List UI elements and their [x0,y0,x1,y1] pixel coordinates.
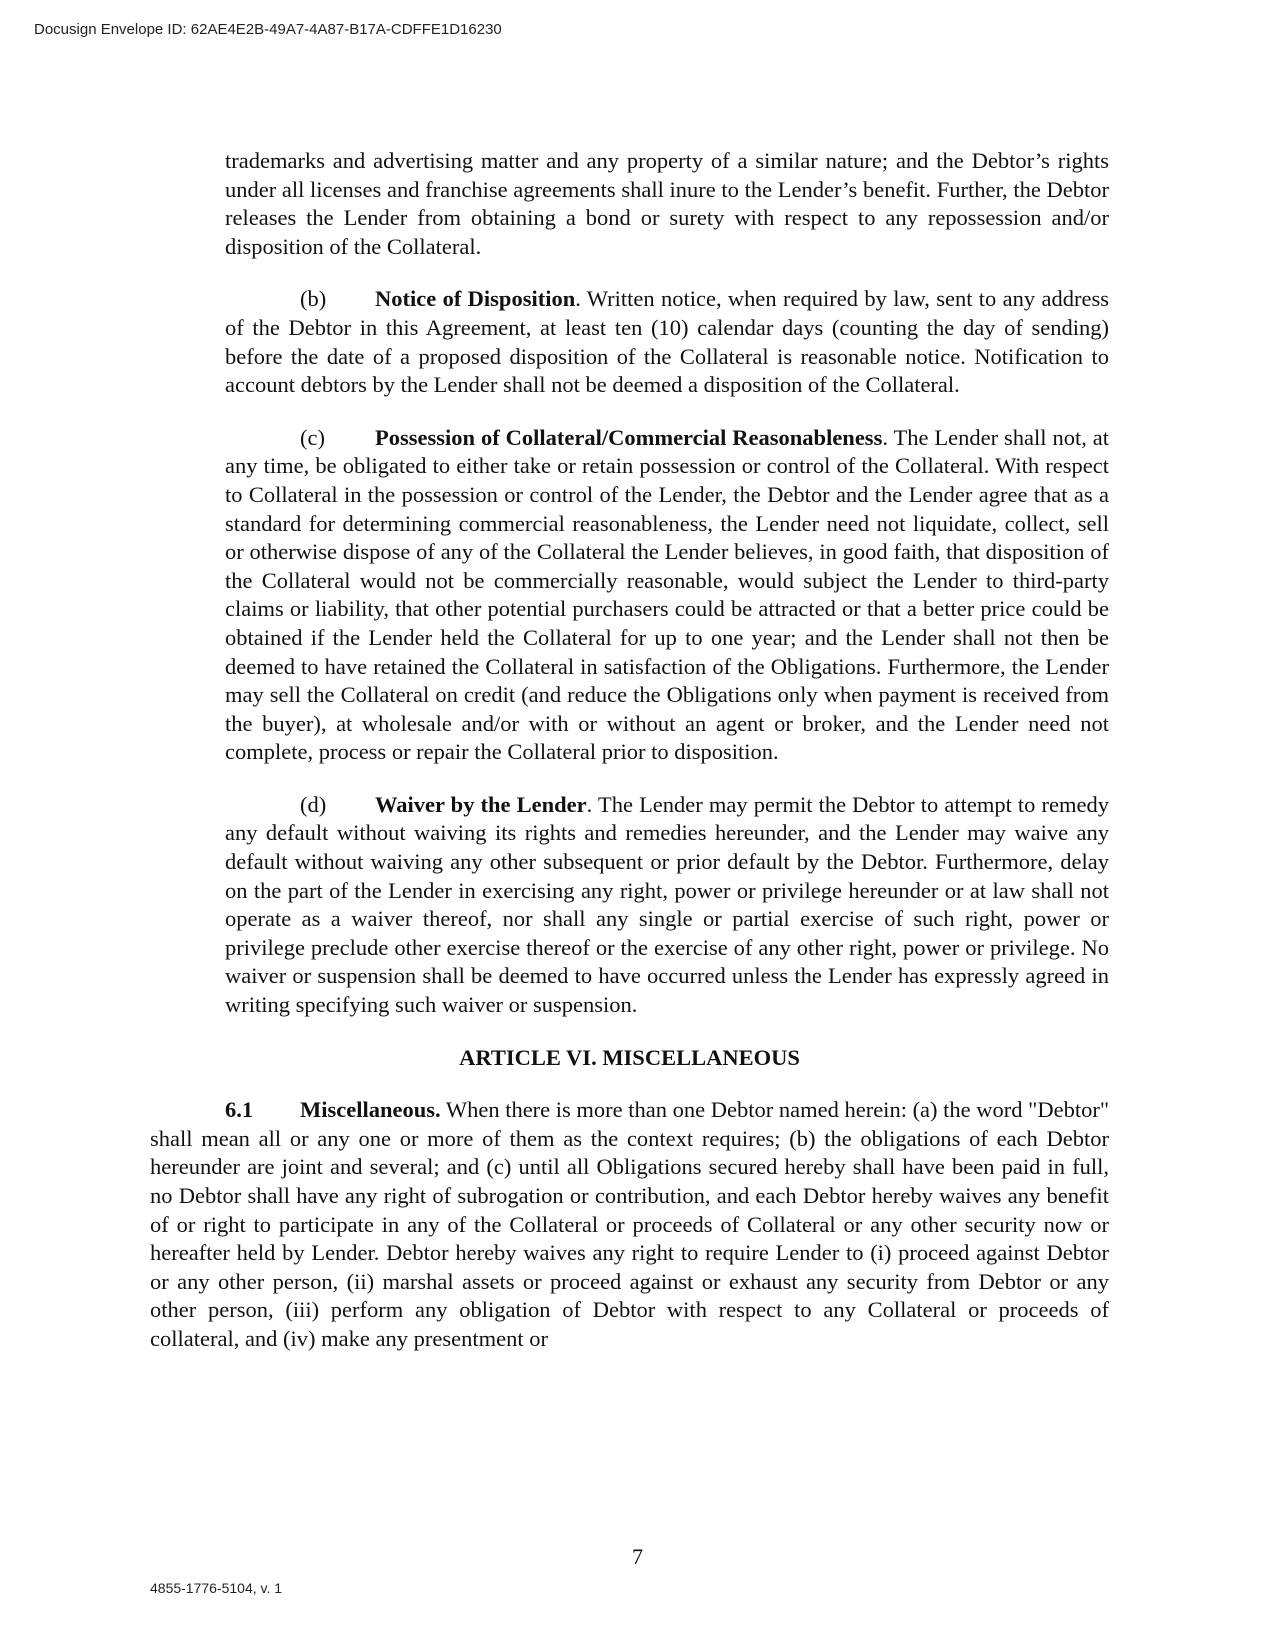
document-body [150,147,1109,1354]
section-d-label: (d) [300,791,327,817]
document-id: 4855-1776-5104, v. 1 [150,1580,283,1596]
section-6-1-heading: Miscellaneous. [300,1097,441,1123]
section-c-paragraph [225,424,1109,767]
page-number: 7 [632,1544,643,1569]
section-b-paragraph [225,285,1109,399]
continuation-text: trademarks and advertising matter and any property of a similar nature; and the Debtor’s rights under all licenses and franchise agreements shall inure to the Lender’s benefit. Further, the Debtor releases the Lender from obtaining a bond or surety with respect to any repossession and/or disposition of the Collateral. [225,148,1109,259]
section-d-text: . The Lender may permit the Debtor to attempt to remedy any default without waiving its rights and remedies hereunder, and the Lender may waive any default without waiving any other subsequent or prior default by the Debtor. Furthermore, delay on the part of the Lender in exercising any right, power or privilege hereunder or at law shall not operate as a waiver thereof, nor shall any single or partial exercise of such right, power or privilege preclude other exercise thereof or the exercise of any other right, power or privilege. No waiver or suspension shall be deemed to have occurred unless the Lender has expressly agreed in writing specifying such waiver or suspension. [225,791,1110,1018]
section-b-heading: Notice of Disposition [375,286,576,312]
section-c-text: . The Lender shall not, at any time, be obligated to either take or retain possession or control of the Collateral. With respect to Collateral in the possession or control of the Lender, the Debtor and the Lender agree that as a standard for determining commercial reasonableness, the Lender need not liquidate, collect, sell or otherwise dispose of any of the Collateral the Lender believes, in good faith, that disposition of the Collateral would not be commercially reasonable, would subject the Lender to third-party claims or liability, that other potential purchasers could be attracted or that a better price could be obtained if the Lender held the Collateral for up to one year; and the Lender shall not then be deemed to have retained the Collateral in satisfaction of the Obligations. Furthermore, the Lender may sell the Collateral on credit (and reduce the Obligations only when payment is received from the buyer), at wholesale and/or with or without an agent or broker, and the Lender need not complete, process or repair the Collateral prior to disposition. [225,424,1109,765]
continuation-paragraph [225,147,1109,261]
section-b-text: . Written notice, when required by law, sent to any address of the Debtor in this Agreement, at least ten (10) calendar days (counting the day of sending) before the date of a proposed disposition of the Collateral is reasonable notice. Notification to account debtors by the Lender shall not be deemed a disposition of the Collateral. [225,286,1109,398]
section-b-label: (b) [300,286,327,312]
section-6-1-number: 6.1 [225,1097,254,1123]
section-d-heading: Waiver by the Lender [375,791,587,817]
section-6-1-paragraph [150,1096,1109,1353]
docusign-envelope-id: Docusign Envelope ID: 62AE4E2B-49A7-4A87-B17A-CDFFE1D16230 [34,21,502,38]
section-c-label: (c) [300,424,325,450]
section-d-paragraph [225,791,1109,1020]
section-6-1-text: When there is more than one Debtor named herein: (a) the word "Debtor" shall mean all or any one or more of them as the context requires; (b) the obligations of each Debtor hereunder are joint and several; and (c) until all Obligations secured hereby shall have been paid in full, no Debtor shall have any right of subrogation or contribution, and each Debtor hereby waives any benefit of or right to participate in any of the Collateral or proceeds of Collateral or any other security now or hereafter held by Lender. Debtor hereby waives any right to require Lender to (i) proceed against Debtor or any other person, (ii) marshal assets or proceed against or exhaust any security from Debtor or any other person, (iii) perform any obligation of Debtor with respect to any Collateral or proceeds of collateral, and (iv) make any presentment or [150,1097,1109,1351]
article-title: ARTICLE VI. MISCELLANEOUS [459,1044,800,1070]
section-c-heading: Possession of Collateral/Commercial Reasonableness [375,424,883,450]
